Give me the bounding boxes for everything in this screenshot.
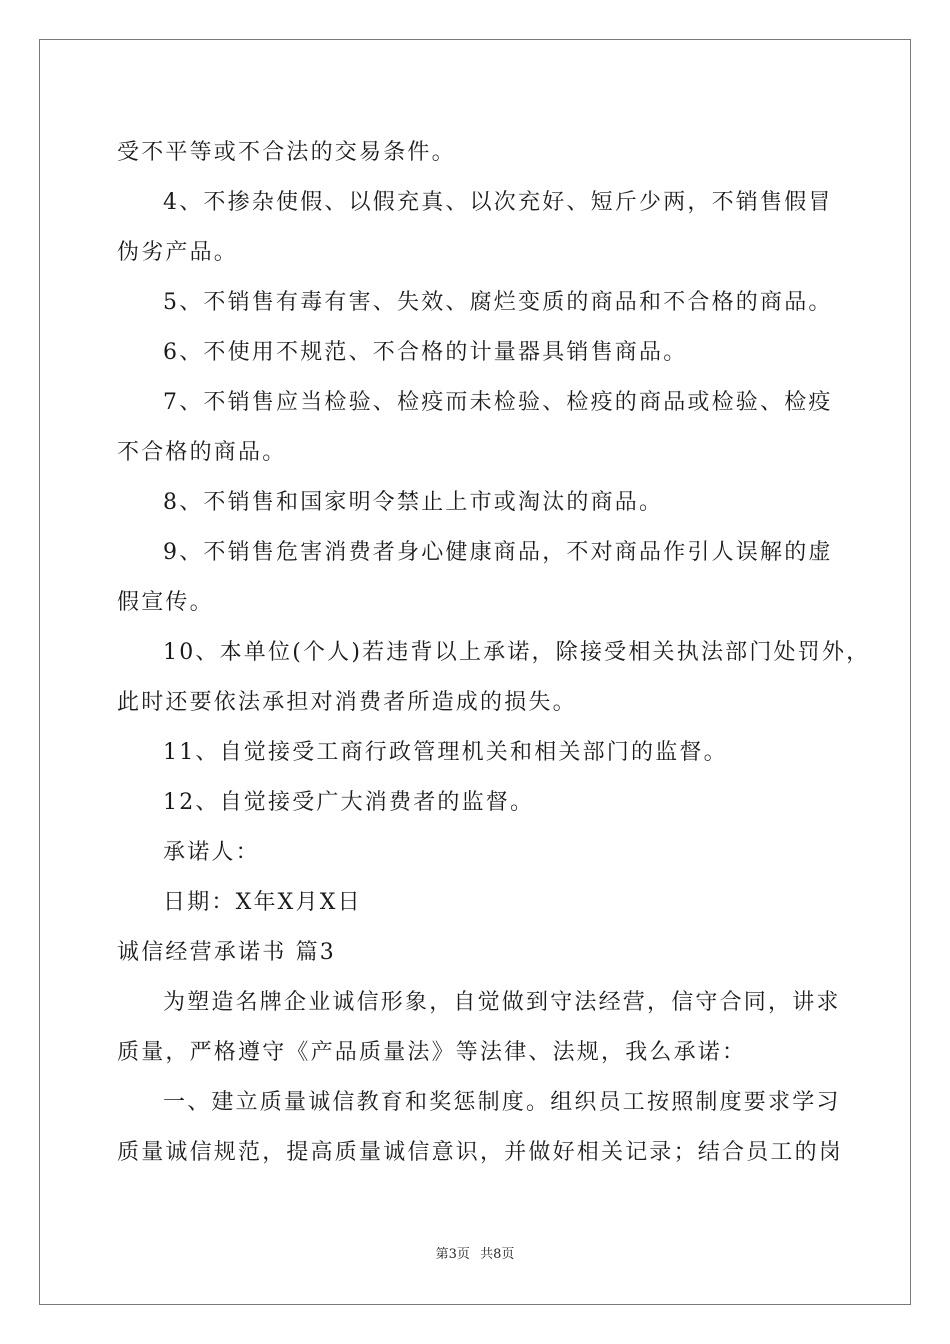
text-line: 7、不销售应当检验、检疫而未检验、检疫的商品或检验、检疫 bbox=[163, 390, 833, 415]
text-line: 9、不销售危害消费者身心健康商品，不对商品作引人误解的虚 bbox=[163, 540, 833, 565]
text-line: 此时还要依法承担对消费者所造成的损失。 bbox=[117, 690, 577, 715]
text-line: 受不平等或不合法的交易条件。 bbox=[117, 140, 456, 165]
text-line: 质量诚信规范，提高质量诚信意识，并做好相关记录；结合员工的岗 bbox=[117, 1140, 844, 1165]
text-line: 伪劣产品。 bbox=[117, 240, 239, 265]
text-line: 质量，严格遵守《产品质量法》等法律、法规，我么承诺： bbox=[117, 1040, 747, 1065]
text-line: 12、自觉接受广大消费者的监督。 bbox=[163, 790, 535, 815]
text-line: 4、不掺杂使假、以假充真、以次充好、短斤少两，不销售假冒 bbox=[163, 190, 833, 215]
signatory-label: 承诺人： bbox=[163, 840, 260, 865]
text-line: 5、不销售有毒有害、失效、腐烂变质的商品和不合格的商品。 bbox=[163, 290, 833, 315]
text-line: 假宣传。 bbox=[117, 590, 214, 615]
text-line: 为塑造名牌企业诚信形象，自觉做到守法经营，信守合同，讲求 bbox=[163, 990, 841, 1015]
text-line: 6、不使用不规范、不合格的计量器具销售商品。 bbox=[163, 340, 688, 365]
text-line: 10、本单位(个人)若违背以上承诺，除接受相关执法部门处罚外， bbox=[163, 640, 871, 665]
text-line: 8、不销售和国家明令禁止上市或淘汰的商品。 bbox=[163, 490, 664, 515]
text-line: 11、自觉接受工商行政管理机关和相关部门的监督。 bbox=[163, 740, 728, 765]
page-footer bbox=[0, 1243, 950, 1262]
section-heading: 诚信经营承诺书 篇3 bbox=[117, 940, 336, 965]
date-line: 日期：X年X月X日 bbox=[163, 890, 362, 915]
document-body bbox=[117, 128, 871, 1178]
page-total: 共8页 bbox=[480, 1247, 515, 1262]
text-line: 一、建立质量诚信教育和奖惩制度。组织员工按照制度要求学习 bbox=[163, 1090, 841, 1115]
page-number: 第3页 bbox=[435, 1247, 470, 1262]
text-line: 不合格的商品。 bbox=[117, 440, 287, 465]
